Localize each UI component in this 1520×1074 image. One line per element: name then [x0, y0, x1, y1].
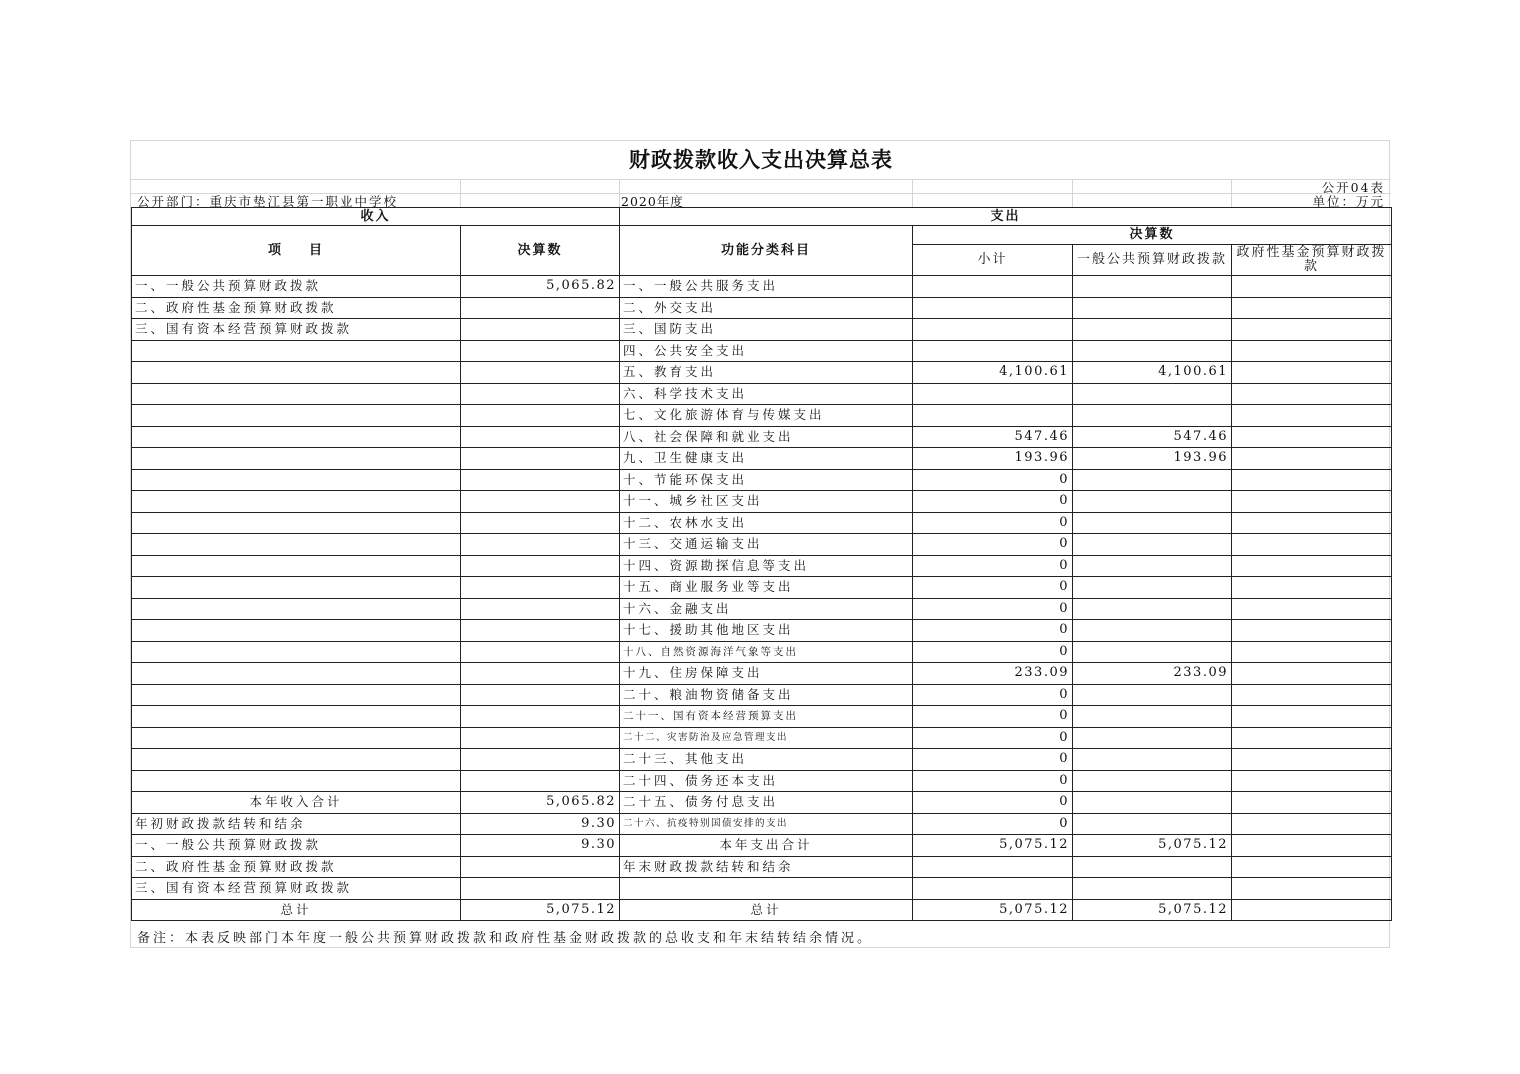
- income-amount-cell: 9.30: [461, 813, 620, 835]
- category-header: 功能分类科目: [620, 226, 913, 276]
- subtotal-cell: [913, 276, 1073, 298]
- expense-item-cell: 九、卫生健康支出: [620, 448, 913, 470]
- table-row: [132, 684, 1392, 706]
- table-row: [132, 598, 1392, 620]
- subtotal-header: 小计: [913, 245, 1073, 276]
- income-amount-cell: [461, 469, 620, 491]
- expense-item-cell: 二十六、抗疫特别国债安排的支出: [620, 813, 913, 835]
- income-item-cell: 一、一般公共预算财政拨款: [132, 276, 461, 298]
- gov-fund-cell: [1232, 405, 1392, 427]
- income-item-cell: 总计: [132, 899, 461, 921]
- general-budget-cell: [1073, 727, 1232, 749]
- table-row: [132, 813, 1392, 835]
- table-row: [132, 534, 1392, 556]
- general-budget-cell: [1073, 770, 1232, 792]
- subtotal-cell: 0: [913, 555, 1073, 577]
- general-budget-cell: [1073, 813, 1232, 835]
- expense-item-cell: 十一、城乡社区支出: [620, 491, 913, 513]
- general-budget-cell: [1073, 792, 1232, 814]
- gov-fund-cell: [1232, 383, 1392, 405]
- subtotal-cell: [913, 856, 1073, 878]
- income-amount-cell: [461, 319, 620, 341]
- gov-fund-cell: [1232, 706, 1392, 728]
- general-budget-cell: 5,075.12: [1073, 835, 1232, 857]
- table-row: [132, 641, 1392, 663]
- table-row: [132, 405, 1392, 427]
- income-amount-cell: [461, 598, 620, 620]
- table-row: [132, 706, 1392, 728]
- income-item-cell: [132, 727, 461, 749]
- report-sheet: [130, 140, 1390, 948]
- table-row: [132, 899, 1392, 921]
- income-amount-cell: [461, 362, 620, 384]
- general-budget-cell: [1073, 620, 1232, 642]
- subtotal-cell: [913, 319, 1073, 341]
- gov-fund-cell: [1232, 491, 1392, 513]
- gov-fund-cell: [1232, 813, 1392, 835]
- expense-item-cell: 二十四、债务还本支出: [620, 770, 913, 792]
- gov-fund-cell: [1232, 641, 1392, 663]
- table-row: [132, 878, 1392, 900]
- table-row: [132, 749, 1392, 771]
- income-item-cell: [132, 448, 461, 470]
- gov-fund-cell: [1232, 663, 1392, 685]
- general-budget-cell: [1073, 577, 1232, 599]
- general-budget-cell: [1073, 534, 1232, 556]
- subtotal-cell: 0: [913, 641, 1073, 663]
- income-item-cell: [132, 577, 461, 599]
- income-item-cell: [132, 362, 461, 384]
- expense-item-cell: 十三、交通运输支出: [620, 534, 913, 556]
- grid-line: [619, 179, 620, 207]
- gov-fund-cell: [1232, 684, 1392, 706]
- income-item-cell: [132, 340, 461, 362]
- gov-fund-cell: [1232, 469, 1392, 491]
- income-amount-cell: [461, 340, 620, 362]
- general-budget-cell: [1073, 491, 1232, 513]
- gov-fund-cell: [1232, 448, 1392, 470]
- table-row: [132, 362, 1392, 384]
- table-row: [132, 491, 1392, 513]
- subtotal-cell: 547.46: [913, 426, 1073, 448]
- expense-item-cell: 二十五、债务付息支出: [620, 792, 913, 814]
- table-row: [132, 340, 1392, 362]
- item-header: 项 目: [132, 226, 461, 276]
- income-amount-cell: [461, 426, 620, 448]
- subtotal-cell: 0: [913, 491, 1073, 513]
- table-row: [132, 512, 1392, 534]
- expense-item-cell: 一、一般公共服务支出: [620, 276, 913, 298]
- table-row: [132, 555, 1392, 577]
- expense-item-cell: 十八、自然资源海洋气象等支出: [620, 641, 913, 663]
- general-budget-cell: [1073, 706, 1232, 728]
- gov-fund-cell: [1232, 362, 1392, 384]
- general-budget-cell: 5,075.12: [1073, 899, 1232, 921]
- general-budget-cell: [1073, 469, 1232, 491]
- expense-item-cell: 十六、金融支出: [620, 598, 913, 620]
- general-budget-cell: [1073, 319, 1232, 341]
- income-amount-cell: [461, 856, 620, 878]
- expense-item-cell: 总计: [620, 899, 913, 921]
- gov-fund-cell: [1232, 319, 1392, 341]
- gov-fund-cell: [1232, 856, 1392, 878]
- general-budget-cell: 4,100.61: [1073, 362, 1232, 384]
- gov-fund-cell: [1232, 534, 1392, 556]
- gov-fund-cell: [1232, 276, 1392, 298]
- subtotal-cell: 0: [913, 813, 1073, 835]
- expense-item-cell: 七、文化旅游体育与传媒支出: [620, 405, 913, 427]
- income-item-cell: 本年收入合计: [132, 792, 461, 814]
- subtotal-cell: 0: [913, 577, 1073, 599]
- general-budget-cell: [1073, 555, 1232, 577]
- income-item-cell: [132, 598, 461, 620]
- expense-item-cell: 二、外交支出: [620, 297, 913, 319]
- income-amount-cell: 5,075.12: [461, 899, 620, 921]
- grid-line: [1231, 179, 1232, 207]
- table-row: [132, 577, 1392, 599]
- income-amount-cell: [461, 512, 620, 534]
- general-budget-cell: [1073, 749, 1232, 771]
- income-item-cell: [132, 770, 461, 792]
- table-body: [132, 276, 1392, 921]
- general-budget-cell: [1073, 340, 1232, 362]
- table-row: [132, 297, 1392, 319]
- subtotal-cell: 0: [913, 792, 1073, 814]
- general-budget-cell: [1073, 276, 1232, 298]
- general-budget-cell: [1073, 598, 1232, 620]
- expense-item-cell: 二十三、其他支出: [620, 749, 913, 771]
- income-item-cell: 三、国有资本经营预算财政拨款: [132, 319, 461, 341]
- general-budget-cell: [1073, 512, 1232, 534]
- income-item-cell: [132, 383, 461, 405]
- gov-fund-cell: [1232, 340, 1392, 362]
- income-item-cell: [132, 491, 461, 513]
- gov-fund-cell: [1232, 835, 1392, 857]
- table-row: [132, 727, 1392, 749]
- general-budget-cell: 193.96: [1073, 448, 1232, 470]
- grid-line: [1072, 179, 1073, 207]
- department-label: 公开部门：重庆市垫江县第一职业中学校: [137, 194, 399, 209]
- table-row: [132, 835, 1392, 857]
- subtotal-cell: 0: [913, 684, 1073, 706]
- general-budget-cell: 547.46: [1073, 426, 1232, 448]
- income-amount-cell: [461, 448, 620, 470]
- table-row: [132, 792, 1392, 814]
- subtotal-cell: 0: [913, 706, 1073, 728]
- expense-item-cell: 三、国防支出: [620, 319, 913, 341]
- subtotal-cell: 4,100.61: [913, 362, 1073, 384]
- income-item-cell: [132, 426, 461, 448]
- fiscal-year: 2020年度: [621, 194, 684, 209]
- gov-fund-cell: [1232, 792, 1392, 814]
- income-item-cell: 一、一般公共预算财政拨款: [132, 835, 461, 857]
- expense-item-cell: 二十一、国有资本经营预算支出: [620, 706, 913, 728]
- general-budget-cell: [1073, 383, 1232, 405]
- header-row-1: [132, 226, 1392, 245]
- income-item-cell: [132, 469, 461, 491]
- income-item-cell: 年初财政拨款结转和结余: [132, 813, 461, 835]
- income-amount-cell: [461, 706, 620, 728]
- subtotal-cell: 0: [913, 598, 1073, 620]
- amount-header: 决算数: [461, 226, 620, 276]
- subtotal-cell: 0: [913, 469, 1073, 491]
- expense-item-cell: 十二、农林水支出: [620, 512, 913, 534]
- income-item-cell: [132, 749, 461, 771]
- income-item-cell: 二、政府性基金预算财政拨款: [132, 297, 461, 319]
- income-item-cell: 三、国有资本经营预算财政拨款: [132, 878, 461, 900]
- expense-item-cell: 五、教育支出: [620, 362, 913, 384]
- expense-item-cell: 本年支出合计: [620, 835, 913, 857]
- income-item-cell: [132, 706, 461, 728]
- grid-line: [131, 179, 1391, 180]
- subtotal-cell: 0: [913, 727, 1073, 749]
- subtotal-cell: [913, 383, 1073, 405]
- gov-fund-cell: [1232, 749, 1392, 771]
- table-row: [132, 319, 1392, 341]
- subtotal-cell: 5,075.12: [913, 835, 1073, 857]
- gov-fund-cell: [1232, 426, 1392, 448]
- budget-table: [131, 207, 1392, 921]
- income-amount-cell: [461, 620, 620, 642]
- final-amount-header: 决算数: [913, 226, 1392, 245]
- subtotal-cell: 0: [913, 534, 1073, 556]
- expense-item-cell: 十七、援助其他地区支出: [620, 620, 913, 642]
- expense-item-cell: 六、科学技术支出: [620, 383, 913, 405]
- expense-item-cell: 十、节能环保支出: [620, 469, 913, 491]
- general-budget-cell: [1073, 856, 1232, 878]
- income-amount-cell: [461, 383, 620, 405]
- table-row: [132, 856, 1392, 878]
- table-row: [132, 469, 1392, 491]
- income-item-cell: [132, 684, 461, 706]
- expense-item-cell: [620, 878, 913, 900]
- expense-item-cell: 四、公共安全支出: [620, 340, 913, 362]
- income-amount-cell: 5,065.82: [461, 792, 620, 814]
- income-amount-cell: [461, 297, 620, 319]
- income-amount-cell: [461, 749, 620, 771]
- expense-item-cell: 十四、资源勘探信息等支出: [620, 555, 913, 577]
- general-budget-cell: [1073, 684, 1232, 706]
- expense-item-cell: 二十、粮油物资储备支出: [620, 684, 913, 706]
- income-amount-cell: [461, 491, 620, 513]
- subtotal-cell: 0: [913, 512, 1073, 534]
- subtotal-cell: 0: [913, 770, 1073, 792]
- gov-fund-cell: [1232, 512, 1392, 534]
- income-item-cell: [132, 534, 461, 556]
- income-amount-cell: [461, 641, 620, 663]
- expense-item-cell: 年末财政拨款结转和结余: [620, 856, 913, 878]
- subtotal-cell: 0: [913, 749, 1073, 771]
- subtotal-cell: 233.09: [913, 663, 1073, 685]
- income-amount-cell: [461, 684, 620, 706]
- income-item-cell: [132, 405, 461, 427]
- unit-label: 单位：万元: [1312, 194, 1385, 209]
- report-title: 财政拨款收入支出决算总表: [629, 147, 893, 172]
- footnote: 备注：本表反映部门本年度一般公共预算财政拨款和政府性基金财政拨款的总收支和年末结转结余情况。: [137, 931, 874, 946]
- form-code: 公开04表: [1321, 180, 1385, 195]
- income-amount-cell: [461, 534, 620, 556]
- gov-fund-cell: [1232, 620, 1392, 642]
- expense-item-cell: 十五、商业服务业等支出: [620, 577, 913, 599]
- table-row: [132, 663, 1392, 685]
- income-amount-cell: [461, 727, 620, 749]
- expense-item-cell: 八、社会保障和就业支出: [620, 426, 913, 448]
- gov-fund-cell: [1232, 770, 1392, 792]
- income-amount-cell: [461, 770, 620, 792]
- gov-fund-cell: [1232, 878, 1392, 900]
- table-row: [132, 276, 1392, 298]
- gov-fund-cell: [1232, 598, 1392, 620]
- income-amount-cell: 9.30: [461, 835, 620, 857]
- subtotal-cell: 193.96: [913, 448, 1073, 470]
- table-row: [132, 770, 1392, 792]
- gov-fund-cell: [1232, 899, 1392, 921]
- header-row-sections: [132, 208, 1392, 226]
- grid-line: [912, 179, 913, 207]
- expense-header: 支出: [620, 208, 1392, 226]
- gov-fund-cell: [1232, 555, 1392, 577]
- table-row: [132, 383, 1392, 405]
- gov-fund-cell: [1232, 577, 1392, 599]
- income-item-cell: 二、政府性基金预算财政拨款: [132, 856, 461, 878]
- general-budget-cell: [1073, 878, 1232, 900]
- income-item-cell: [132, 555, 461, 577]
- income-item-cell: [132, 663, 461, 685]
- subtotal-cell: 5,075.12: [913, 899, 1073, 921]
- general-budget-cell: [1073, 297, 1232, 319]
- income-item-cell: [132, 512, 461, 534]
- subtotal-cell: [913, 405, 1073, 427]
- income-item-cell: [132, 641, 461, 663]
- income-amount-cell: [461, 555, 620, 577]
- subtotal-cell: [913, 878, 1073, 900]
- income-amount-cell: [461, 663, 620, 685]
- gov-fund-cell: [1232, 727, 1392, 749]
- income-header: 收入: [132, 208, 620, 226]
- expense-item-cell: 二十二、灾害防治及应急管理支出: [620, 727, 913, 749]
- income-amount-cell: 5,065.82: [461, 276, 620, 298]
- general-budget-header: 一般公共预算财政拨款: [1073, 245, 1232, 276]
- income-amount-cell: [461, 878, 620, 900]
- subtotal-cell: [913, 297, 1073, 319]
- general-budget-cell: [1073, 405, 1232, 427]
- general-budget-cell: 233.09: [1073, 663, 1232, 685]
- grid-line: [460, 179, 461, 207]
- gov-fund-cell: [1232, 297, 1392, 319]
- table-row: [132, 620, 1392, 642]
- gov-fund-header: 政府性基金预算财政拨款: [1232, 245, 1392, 276]
- expense-item-cell: 十九、住房保障支出: [620, 663, 913, 685]
- table-row: [132, 448, 1392, 470]
- general-budget-cell: [1073, 641, 1232, 663]
- income-amount-cell: [461, 577, 620, 599]
- income-item-cell: [132, 620, 461, 642]
- subtotal-cell: [913, 340, 1073, 362]
- subtotal-cell: 0: [913, 620, 1073, 642]
- table-row: [132, 426, 1392, 448]
- income-amount-cell: [461, 405, 620, 427]
